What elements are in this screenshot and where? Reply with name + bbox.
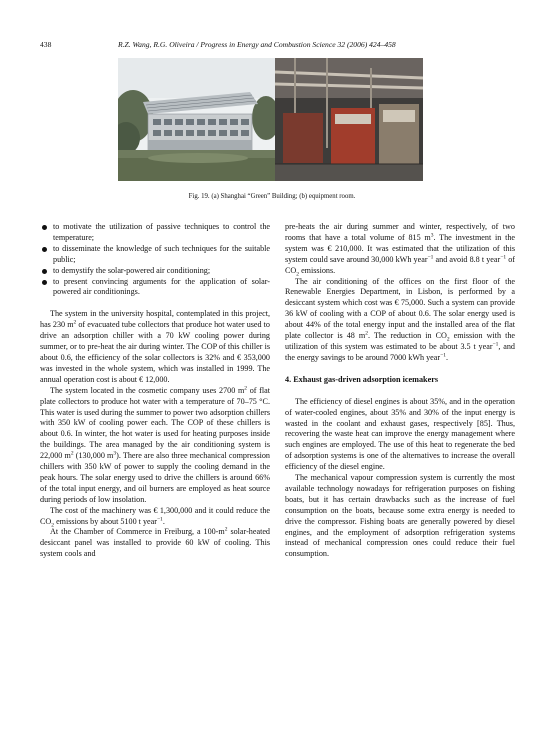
- bullet-icon: [42, 247, 47, 252]
- paragraph-diesel-efficiency: The efficiency of diesel engines is about 35%, and in the operation of water-cooled engines, about 35% and 30% of the input energy is wasted in the coolant and exhaust gases, respectively [85]. Thus, recovering the waste heat can improve the energy management where such engines are employed. The use of this heat to regenerate the bed of adsorption systems is one of the alternatives to increase the overall efficiency of the diesel engine.: [285, 396, 515, 472]
- paragraph-cosmetic-company: The system located in the cosmetic company uses 2700 $m^2$ of flat plate collectors to produce hot water with a temperature of 70–75 °C. This water is used during the summer to power two adsorption chillers with 350 kW of cooling power each. The COP of these chillers is about 0.6. In winter, the hot water is used for heating purposes inside the buildings. The area managed by the air conditioning system is 22,000 $m^2$ (130,000 $m^3$). There are also three mechanical compression chillers with 350 kW of power to supply the cooling demand in the peak hours. The solar energy used to drive the chillers is around 66% of the total input energy, and oil burners are employed as heat source during periods of low insolation.: [40, 384, 270, 504]
- page-number: 438: [40, 40, 52, 49]
- list-item: to motivate the utilization of passive techniques to control the temperature;: [40, 222, 270, 244]
- figure-photo-equipment-room: [275, 58, 423, 181]
- running-title: R.Z. Wang, R.G. Oliveira / Progress in Energy and Combustion Science 32 (2006) 424–458: [118, 40, 396, 49]
- bullet-icon: [42, 280, 47, 285]
- section-heading: 4. Exhaust gas-driven adsorption icemakers: [285, 374, 439, 384]
- list-item: to demystify the solar-powered air conditioning;: [40, 266, 270, 277]
- figure-caption: Fig. 19. (a) Shanghai “Green” Building; (b) equipment room.: [188, 193, 356, 200]
- paragraph-lisbon: The air conditioning of the offices on the first floor of the Renewable Energies Department, in Lisbon, is performed by a desiccant system which cost was € 75,000. Such a system can provide 36 kW of cooling with a COP of about 0.6. The solar energy used is about 44% of the total energy input and the installed area of the flat plate collector is 48 $m^2$. The reduction in $CO_2$ emission with the utilization of this system was estimated to be about 3.5 t year$^{-1}$, and the energy savings to be around 7000 kWh year$^{-1}$.: [285, 276, 515, 362]
- bullet-icon: [42, 225, 47, 230]
- list-item: to present convincing arguments for the application of solar-powered air conditionings.: [40, 277, 270, 299]
- bullet-icon: [42, 269, 47, 274]
- list-item: to disseminate the knowledge of such techniques for the suitable public;: [40, 244, 270, 266]
- left-column: [40, 222, 270, 560]
- paragraph-hospital: The system in the university hospital, contemplated in this project, has 230 $m^2$ of evacuated tube collectors that produce hot water used to drive an adsorption chiller with a 70 kW cooling power during summer, or to pre-heat the air during winter. The COP of this chiller is about 0.6, the efficiency of the solar collectors is 32% and € 353,000 was invested in the whole system, which was installed in 1999. The annual operation cost is about € 12,000.: [40, 309, 270, 384]
- paragraph-freiburg-continued: pre-heats the air during summer and winter, respectively, of two rooms that have a total volume of 815 $m^3$. The investment in the system was € 210,000. It was estimated that the utilization of this system could save around 30,000 kWh year$^{-1}$ and avoid 8.8 t year$^{-1}$ of $CO_2$ emissions.: [285, 222, 515, 278]
- paragraph-machinery-cost: The cost of the machinery was € 1,300,000 and it could reduce the $CO_2$ emissions by about 5100 t year$^{-1}$.: [40, 505, 270, 529]
- bullet-list: [40, 222, 270, 298]
- paragraph-freiburg: At the Chamber of Commerce in Freiburg, a $100-m^2$ solar-heated desiccant panel was installed to provide 60 kW of cooling. This system cools and: [40, 526, 270, 559]
- figure-photo-building: [118, 58, 275, 181]
- right-column: [285, 222, 515, 560]
- paragraph-vapour-compression: The mechanical vapour compression system is currently the most available technology nowadays for refrigeration purposes on fishing boats, but it has certain drawbacks such as the increase of fuel consumption on the boats, because some extra energy is needed to drive the compressor. Fishing boats are generally powered by diesel engines, and the employment of adsorption refrigeration systems instead of mechanical compression ones could reduce their fuel consumption.: [285, 473, 515, 559]
